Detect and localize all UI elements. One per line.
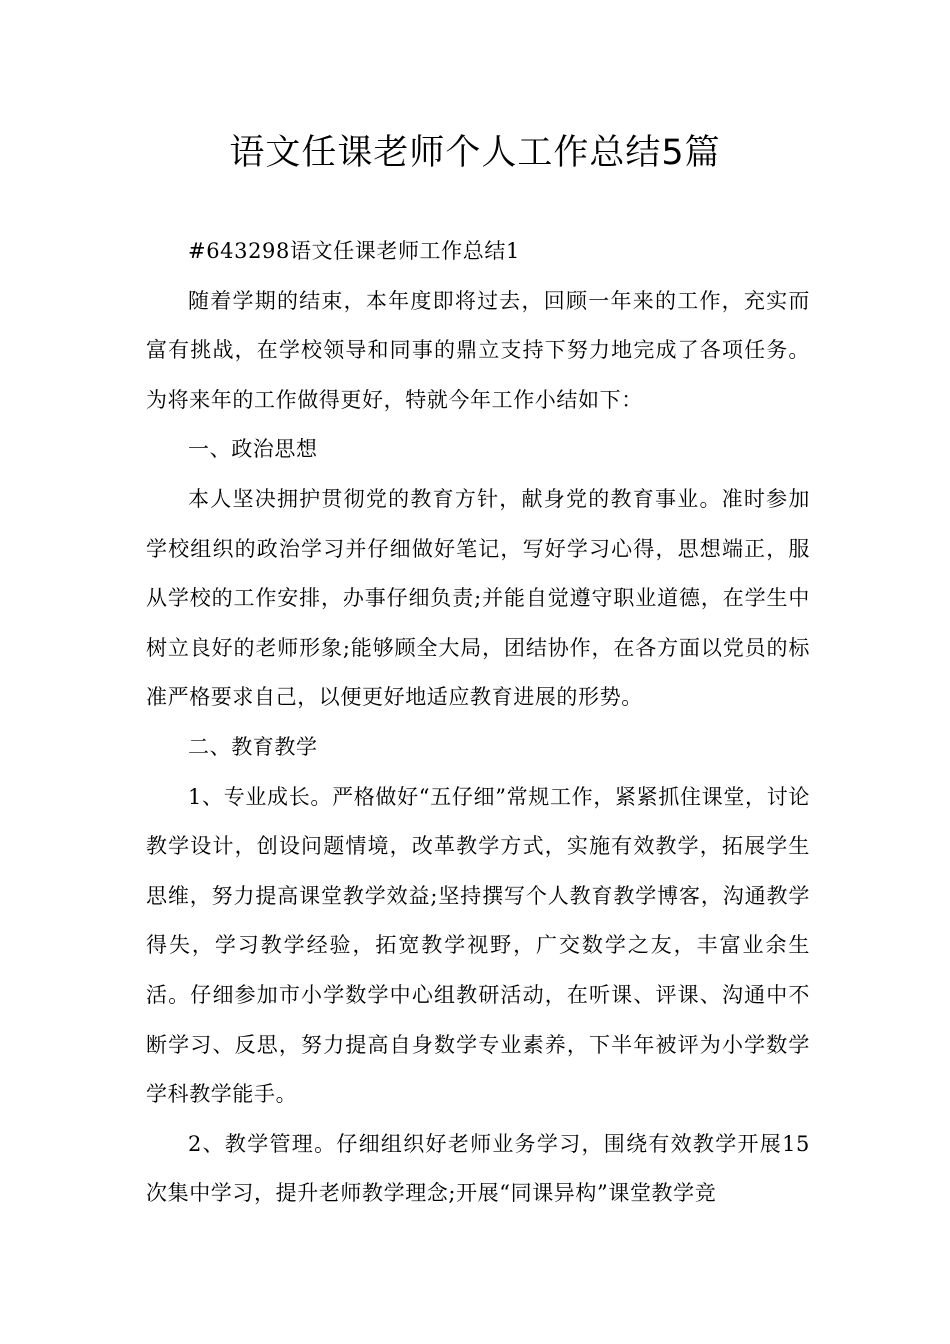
document-body [146, 227, 810, 1219]
professional-growth-paragraph: 1、专业成长。严格做好“五仔细”常规工作，紧紧抓住课堂，讨论教学设计，创设问题情境，改革教学方式，实施有效教学，拓展学生思维，努力提高课堂教学效益;坚持撰写个人教育教学博客，沟通教学得失，学习教学经验，拓宽教学视野，广交数学之友，丰富业余生活。仔细参加市小学数学中心组教研活动，在听课、评课、沟通中不断学习、反思，努力提高自身数学专业素养，下半年被评为小学数学学科教学能手。 [146, 784, 810, 1107]
section-heading-teaching: 二、教育教学 [188, 734, 318, 759]
intro-paragraph: 随着学期的结束，本年度即将过去，回顾一年来的工作，充实而富有挑战，在学校领导和同事的鼎立支持下努力地完成了各项任务。为将来年的工作做得更好，特就今年工作小结如下： [146, 288, 810, 412]
section-heading-politics: 一、政治思想 [188, 437, 318, 462]
politics-paragraph: 本人坚决拥护贯彻党的教育方针，献身党的教育事业。准时参加学校组织的政治学习并仔细做好笔记，写好学习心得，思想端正，服从学校的工作安排，办事仔细负责;并能自觉遵守职业道德，在学生中树立良好的老师形象;能够顾全大局，团结协作，在各方面以党员的标准严格要求自己，以便更好地适应教育进展的形势。 [146, 486, 810, 710]
teaching-management-paragraph: 2、教学管理。仔细组织好老师业务学习，围绕有效教学开展15次集中学习，提升老师教学理念;开展“同课异构”课堂教学竞 [146, 1131, 810, 1206]
section-heading-summary-1: #643298语文任课老师工作总结1 [188, 239, 520, 263]
document-title: 语文任课老师个人工作总结5篇 [229, 133, 721, 173]
